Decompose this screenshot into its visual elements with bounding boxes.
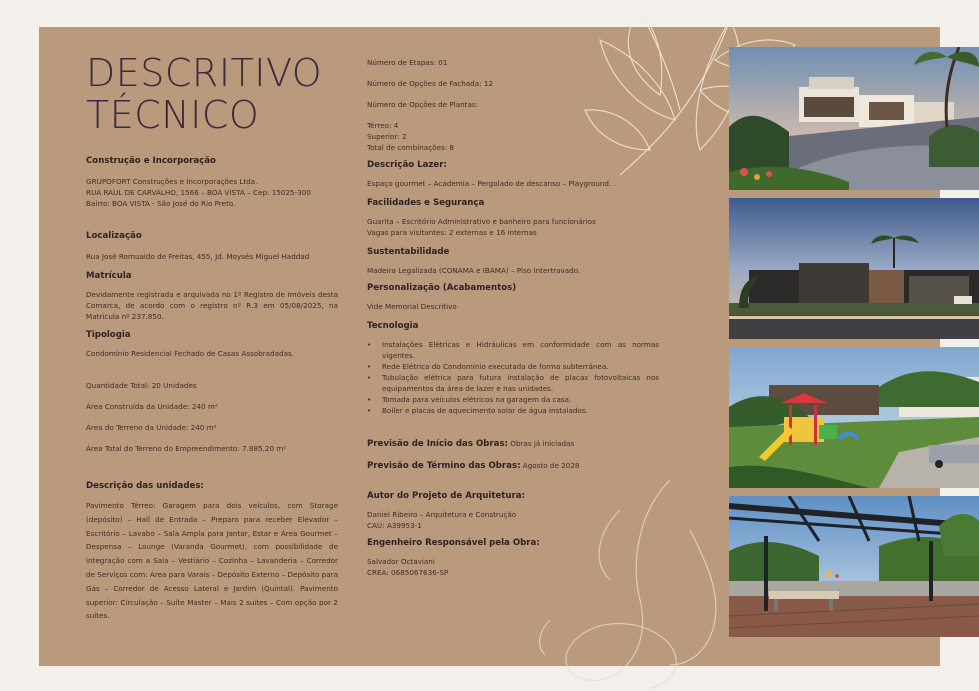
matricula-text: Devidamente registrada e arquivada no 1º Registro de Imóveis desta Comarca, de acordo com o registro nº R.3 em 05/08/2025, na Matrícula nº 237.850. <box>86 290 338 321</box>
lazer-text: Espaço gourmet – Academia – Pergolado de descanso – Playground. . <box>367 179 616 188</box>
facilidades-heading: Facilidades e Segurança <box>367 198 485 208</box>
superior: Superior: 2 <box>367 132 407 141</box>
plantas: Número de Opções de Plantas: <box>367 100 479 109</box>
right-column <box>367 57 659 578</box>
previsao-termino <box>367 460 659 472</box>
unidades-text: Pavimento Térreo: Garagem para dois veículos, com Storage (depósito) – Hall de Entrada – Preparo para receber Elevador – Escritório – Lavabo – Sala Ampla para Jantar, Estar e Área Gourmet – Despensa – Lounge (Varanda Gourmet), com possibilidade de integração com a Sala – Vestiário – Cozinha – Lavanderia – Corredor de Serviços com: Área para Varais – Depósito Externo – Depósito para Gás – Corredor de Acesso Lateral e Jardim (Quintal). Pavimento superior: Circulação – Suíte Master – Mais 2 suítes – Com opção por 2 suítes. <box>86 501 338 621</box>
title-line-2: TÉCNICO <box>86 93 260 137</box>
construcao-heading: Construção e Incorporação <box>86 156 216 166</box>
terreo: Térreo: 4 <box>367 121 399 130</box>
facilidades-line: Vagas para visitantes: 2 externas e 16 internas <box>367 228 537 237</box>
engenheiro-line: CREA: 0685067636-SP <box>367 568 449 577</box>
construcao-line: GRUPOFORT Construções e Incorporações Ltda. <box>86 177 258 186</box>
inicio-value: Obras já iniciadas <box>510 439 575 448</box>
photo-pergola <box>729 496 979 637</box>
photo-gatehouse <box>729 198 979 339</box>
list-item: • Tomada para veículos elétricos na garagem da casa. <box>367 394 659 405</box>
quantidade-total: Quantidade Total: 20 Unidades <box>86 381 197 390</box>
personalizacao-heading: Personalização (Acabamentos) <box>367 283 517 293</box>
autor-line: CAU: A39953-1 <box>367 521 422 530</box>
personalizacao-text: Vide Memorial Descritivo <box>367 302 457 311</box>
autor-heading: Autor do Projeto de Arquitetura: <box>367 491 525 501</box>
area-construida: Área Construída da Unidade: 240 m² <box>86 402 218 411</box>
previsao-inicio <box>367 438 659 450</box>
unidades-heading: Descrição das unidades: <box>86 481 204 491</box>
list-item: • Rede Elétrica do Condomínio executada de forma subterrânea. <box>367 361 659 372</box>
lazer-heading: Descrição Lazer: <box>367 160 447 170</box>
engenheiro-heading: Engenheiro Responsável pela Obra: <box>367 538 540 548</box>
matricula-heading: Matrícula <box>86 271 132 281</box>
list-item: • Tubulação elétrica para futura instalação de placas fotovoltaicas nos equipamentos da área de lazer e nas unidades. <box>367 372 659 394</box>
title-line-1: DESCRITIVO <box>86 51 323 95</box>
area-total: Área Total do Terreno do Empreendimento: 7.885,20 m² <box>86 444 287 453</box>
facilidades-line: Guarita – Escritório Administrativo e banheiro para funcionários <box>367 217 596 226</box>
combinacoes: Total de combinações: 8 <box>367 143 455 152</box>
list-item: • Instalações Elétricas e Hidráulicas em conformidade com as normas vigentes. <box>367 339 659 361</box>
tecnologia-heading: Tecnologia <box>367 321 419 331</box>
localizacao-text: Rua José Romualdo de Freitas, 455, Jd. Moysés Miguel Haddad <box>86 252 310 261</box>
area-terreno: Área do Terreno da Unidade: 240 m² <box>86 423 217 432</box>
page-title <box>86 52 346 136</box>
photo-street <box>729 47 979 190</box>
left-column <box>86 155 338 623</box>
termino-value: Agosto de 2028 <box>522 461 580 470</box>
photo-playground <box>729 347 979 488</box>
termino-label: Previsão de Término das Obras: <box>367 461 521 471</box>
autor-line: Daniel Ribeiro – Arquitetura e Construção <box>367 510 517 519</box>
etapas: Número de Etapas: 01 <box>367 58 448 67</box>
construcao-line: Bairro: BOA VISTA - São José do Rio Preto. <box>86 199 236 208</box>
sustentabilidade-heading: Sustentabilidade <box>367 247 450 257</box>
construcao-line: RUA RAUL DE CARVALHO, 1566 – BOA VISTA – Cep: 15025-300 <box>86 188 311 197</box>
localizacao-heading: Localização <box>86 231 142 241</box>
tipologia-heading: Tipologia <box>86 330 131 340</box>
list-item: • Boiler e placas de aquecimento solar de água instalados. <box>367 405 659 416</box>
tipologia-text: Condomínio Residencial Fechado de Casas Assobradadas. <box>86 349 295 358</box>
fachada: Número de Opções de Fachada: 12 <box>367 79 494 88</box>
inicio-label: Previsão de Início das Obras: <box>367 439 508 449</box>
engenheiro-line: Salvador Octaviani <box>367 557 435 566</box>
sustentabilidade-text: Madeira Legalizada (CONAMA e IBAMA) – Piso Intertravado. <box>367 266 581 275</box>
tecnologia-list <box>367 339 659 416</box>
